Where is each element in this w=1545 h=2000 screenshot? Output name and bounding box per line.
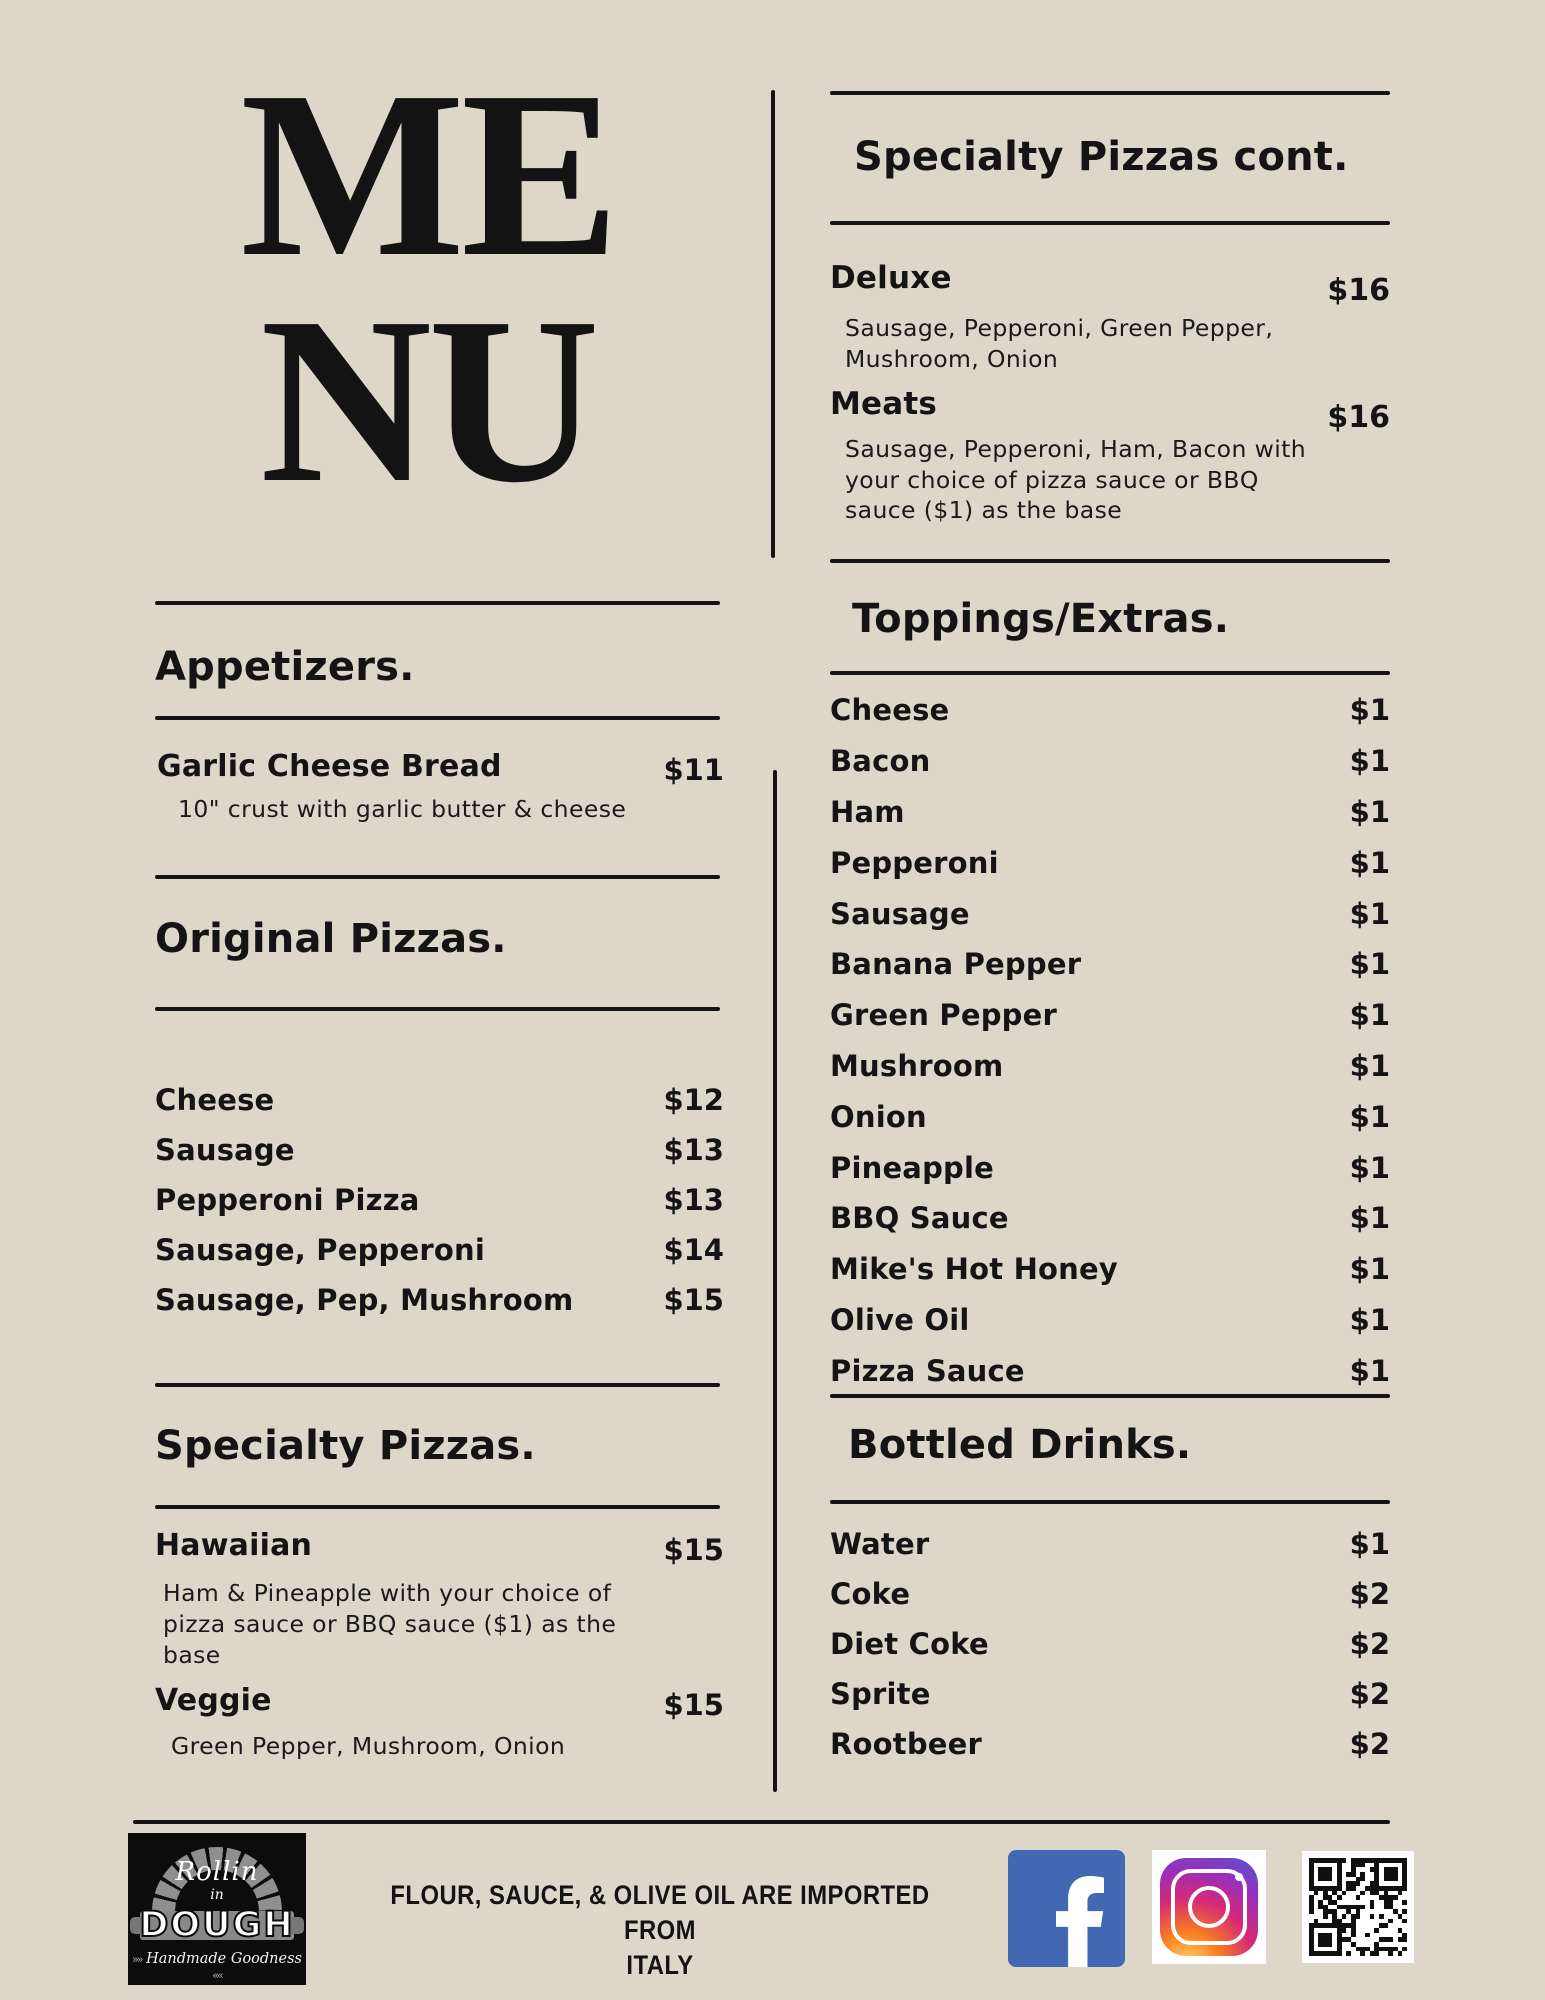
item-description: Green Pepper, Mushroom, Onion bbox=[171, 1732, 566, 1760]
item-price: $1 bbox=[1349, 998, 1390, 1033]
section-heading-specialty-cont: Specialty Pizzas cont. bbox=[854, 134, 1349, 180]
page-title bbox=[168, 43, 688, 533]
item-price: $1 bbox=[1349, 1201, 1390, 1236]
item-price: $1 bbox=[1349, 693, 1390, 728]
item-name: Water bbox=[830, 1527, 930, 1561]
menu-item-row bbox=[830, 1569, 1390, 1619]
section-heading-bottled-drinks: Bottled Drinks. bbox=[848, 1422, 1192, 1468]
item-description: 10" crust with garlic butter & cheese bbox=[178, 795, 627, 823]
menu-item-row bbox=[830, 888, 1390, 939]
menu-item-row bbox=[155, 1225, 724, 1275]
divider bbox=[155, 601, 720, 605]
menu-item-row bbox=[830, 990, 1390, 1041]
item-name: Meats bbox=[830, 386, 938, 422]
item-name: Deluxe bbox=[830, 260, 952, 296]
item-name: Olive Oil bbox=[830, 1302, 970, 1337]
toppings-list bbox=[830, 685, 1390, 1396]
item-name: Sprite bbox=[830, 1677, 931, 1711]
logo-word-in: in bbox=[210, 1887, 224, 1903]
item-price: $15 bbox=[663, 1283, 724, 1317]
item-price: $15 bbox=[663, 1688, 724, 1722]
logo-tagline-text: Handmade Goodness bbox=[146, 1951, 302, 1967]
item-price: $1 bbox=[1349, 947, 1390, 982]
menu-item-row bbox=[155, 1075, 724, 1125]
footer-note bbox=[335, 1878, 985, 1983]
facebook-f-glyph bbox=[1056, 1876, 1104, 1967]
item-name: Pepperoni bbox=[830, 845, 999, 880]
menu-item-row bbox=[155, 1125, 724, 1175]
item-price: $1 bbox=[1349, 744, 1390, 779]
menu-item-row bbox=[830, 1041, 1390, 1092]
menu-item-row bbox=[830, 1142, 1390, 1193]
item-name: Cheese bbox=[155, 1083, 275, 1117]
item-price: $1 bbox=[1349, 1527, 1390, 1561]
item-name: Pepperoni Pizza bbox=[155, 1183, 420, 1217]
item-name: Cheese bbox=[830, 693, 950, 728]
item-name: Coke bbox=[830, 1577, 911, 1611]
divider bbox=[830, 91, 1390, 95]
menu-item-row bbox=[830, 736, 1390, 787]
section-heading-appetizers: Appetizers. bbox=[155, 644, 415, 690]
menu-item-row bbox=[830, 685, 1390, 736]
instagram-gradient-tile bbox=[1160, 1858, 1258, 1956]
laurel-ornament-left: »» bbox=[132, 1953, 142, 1966]
item-name: Bacon bbox=[830, 744, 931, 779]
menu-item-row bbox=[155, 1275, 724, 1325]
item-price: $1 bbox=[1349, 1099, 1390, 1134]
instagram-icon bbox=[1152, 1850, 1266, 1964]
divider bbox=[830, 1394, 1390, 1398]
instagram-camera-flash-dot bbox=[1235, 1873, 1243, 1881]
menu-item-row bbox=[830, 1519, 1390, 1569]
logo-tagline bbox=[128, 1951, 306, 1983]
item-name: Garlic Cheese Bread bbox=[157, 749, 502, 784]
divider bbox=[155, 1505, 720, 1509]
divider bbox=[155, 716, 720, 720]
item-price: $12 bbox=[663, 1083, 724, 1117]
item-name: Diet Coke bbox=[830, 1627, 989, 1661]
bottled-drinks-list bbox=[830, 1519, 1390, 1769]
title-line-2: NU bbox=[260, 269, 596, 533]
footer-note-line-1: FLOUR, SAUCE, & OLIVE OIL ARE IMPORTED FROM bbox=[390, 1880, 930, 1945]
restaurant-logo bbox=[128, 1833, 306, 1985]
menu-item-row bbox=[830, 787, 1390, 838]
item-price: $2 bbox=[1349, 1677, 1390, 1711]
item-price: $11 bbox=[663, 753, 724, 787]
item-description: Sausage, Pepperoni, Ham, Bacon with your choice of pizza sauce or BBQ sauce ($1) as the base bbox=[845, 435, 1307, 524]
bottom-divider bbox=[133, 1820, 1390, 1824]
item-price: $1 bbox=[1349, 1353, 1390, 1388]
item-name: Banana Pepper bbox=[830, 947, 1082, 982]
item-name: Mike's Hot Honey bbox=[830, 1252, 1118, 1287]
footer-note-line-2: ITALY bbox=[626, 1949, 694, 1980]
item-price: $1 bbox=[1349, 1150, 1390, 1185]
vertical-divider-top bbox=[771, 90, 775, 558]
item-price: $1 bbox=[1349, 794, 1390, 829]
logo-word-dough: DOUGH bbox=[139, 1905, 295, 1945]
menu-item-row bbox=[830, 1345, 1390, 1396]
divider bbox=[830, 221, 1390, 225]
facebook-icon bbox=[1008, 1850, 1125, 1967]
item-price: $1 bbox=[1349, 1302, 1390, 1337]
menu-item-row bbox=[830, 1669, 1390, 1719]
item-price: $1 bbox=[1349, 845, 1390, 880]
item-name: Sausage bbox=[830, 896, 970, 931]
item-name: Hawaiian bbox=[155, 1528, 313, 1563]
item-name: Pineapple bbox=[830, 1150, 995, 1185]
menu-item-row bbox=[830, 1091, 1390, 1142]
item-price: $15 bbox=[663, 1533, 724, 1567]
title-line-1: ME bbox=[240, 43, 616, 306]
section-heading-toppings: Toppings/Extras. bbox=[852, 596, 1230, 642]
menu-item-row bbox=[830, 1193, 1390, 1244]
item-price: $1 bbox=[1349, 896, 1390, 931]
instagram-camera-lens bbox=[1188, 1886, 1230, 1928]
section-heading-original-pizzas: Original Pizzas. bbox=[155, 916, 507, 962]
item-price: $2 bbox=[1349, 1727, 1390, 1761]
menu-item-row bbox=[155, 1175, 724, 1225]
menu-item-row bbox=[830, 1619, 1390, 1669]
vertical-divider-bottom bbox=[773, 770, 777, 1792]
menu-item-row bbox=[830, 1719, 1390, 1769]
item-name: Sausage, Pepperoni bbox=[155, 1233, 485, 1267]
item-name: Ham bbox=[830, 794, 905, 829]
menu-item-row bbox=[830, 1295, 1390, 1346]
item-name: Green Pepper bbox=[830, 998, 1057, 1033]
laurel-ornament-right: «« bbox=[212, 1969, 222, 1982]
section-heading-specialty-pizzas: Specialty Pizzas. bbox=[155, 1423, 536, 1469]
original-pizzas-list bbox=[155, 1075, 724, 1325]
item-description: Sausage, Pepperoni, Green Pepper, Mushroom, Onion bbox=[845, 314, 1274, 373]
item-price: $2 bbox=[1349, 1627, 1390, 1661]
divider bbox=[155, 1007, 720, 1011]
item-price: $1 bbox=[1349, 1252, 1390, 1287]
divider bbox=[155, 1383, 720, 1387]
item-price: $16 bbox=[1327, 400, 1390, 435]
divider bbox=[155, 875, 720, 879]
item-price: $13 bbox=[663, 1183, 724, 1217]
item-name: BBQ Sauce bbox=[830, 1201, 1009, 1236]
item-name: Sausage bbox=[155, 1133, 295, 1167]
item-name: Sausage, Pep, Mushroom bbox=[155, 1283, 574, 1317]
divider bbox=[830, 671, 1390, 675]
item-price: $1 bbox=[1349, 1048, 1390, 1083]
item-name: Veggie bbox=[155, 1683, 272, 1718]
item-name: Mushroom bbox=[830, 1048, 1004, 1083]
item-price: $14 bbox=[663, 1233, 724, 1267]
item-price: $16 bbox=[1327, 273, 1390, 308]
menu-item-row bbox=[830, 837, 1390, 888]
qr-code bbox=[1302, 1851, 1414, 1963]
divider bbox=[830, 1500, 1390, 1504]
item-name: Onion bbox=[830, 1099, 927, 1134]
divider bbox=[830, 559, 1390, 563]
logo-word-rollin: Rollin bbox=[175, 1857, 259, 1887]
item-description: Ham & Pineapple with your choice of pizza sauce or BBQ sauce ($1) as the base bbox=[163, 1579, 617, 1669]
item-price: $2 bbox=[1349, 1577, 1390, 1611]
item-name: Rootbeer bbox=[830, 1727, 983, 1761]
menu-item-row bbox=[830, 1244, 1390, 1295]
menu-item-row bbox=[830, 939, 1390, 990]
qr-code-pattern bbox=[1309, 1858, 1407, 1956]
item-name: Pizza Sauce bbox=[830, 1353, 1025, 1388]
item-price: $13 bbox=[663, 1133, 724, 1167]
